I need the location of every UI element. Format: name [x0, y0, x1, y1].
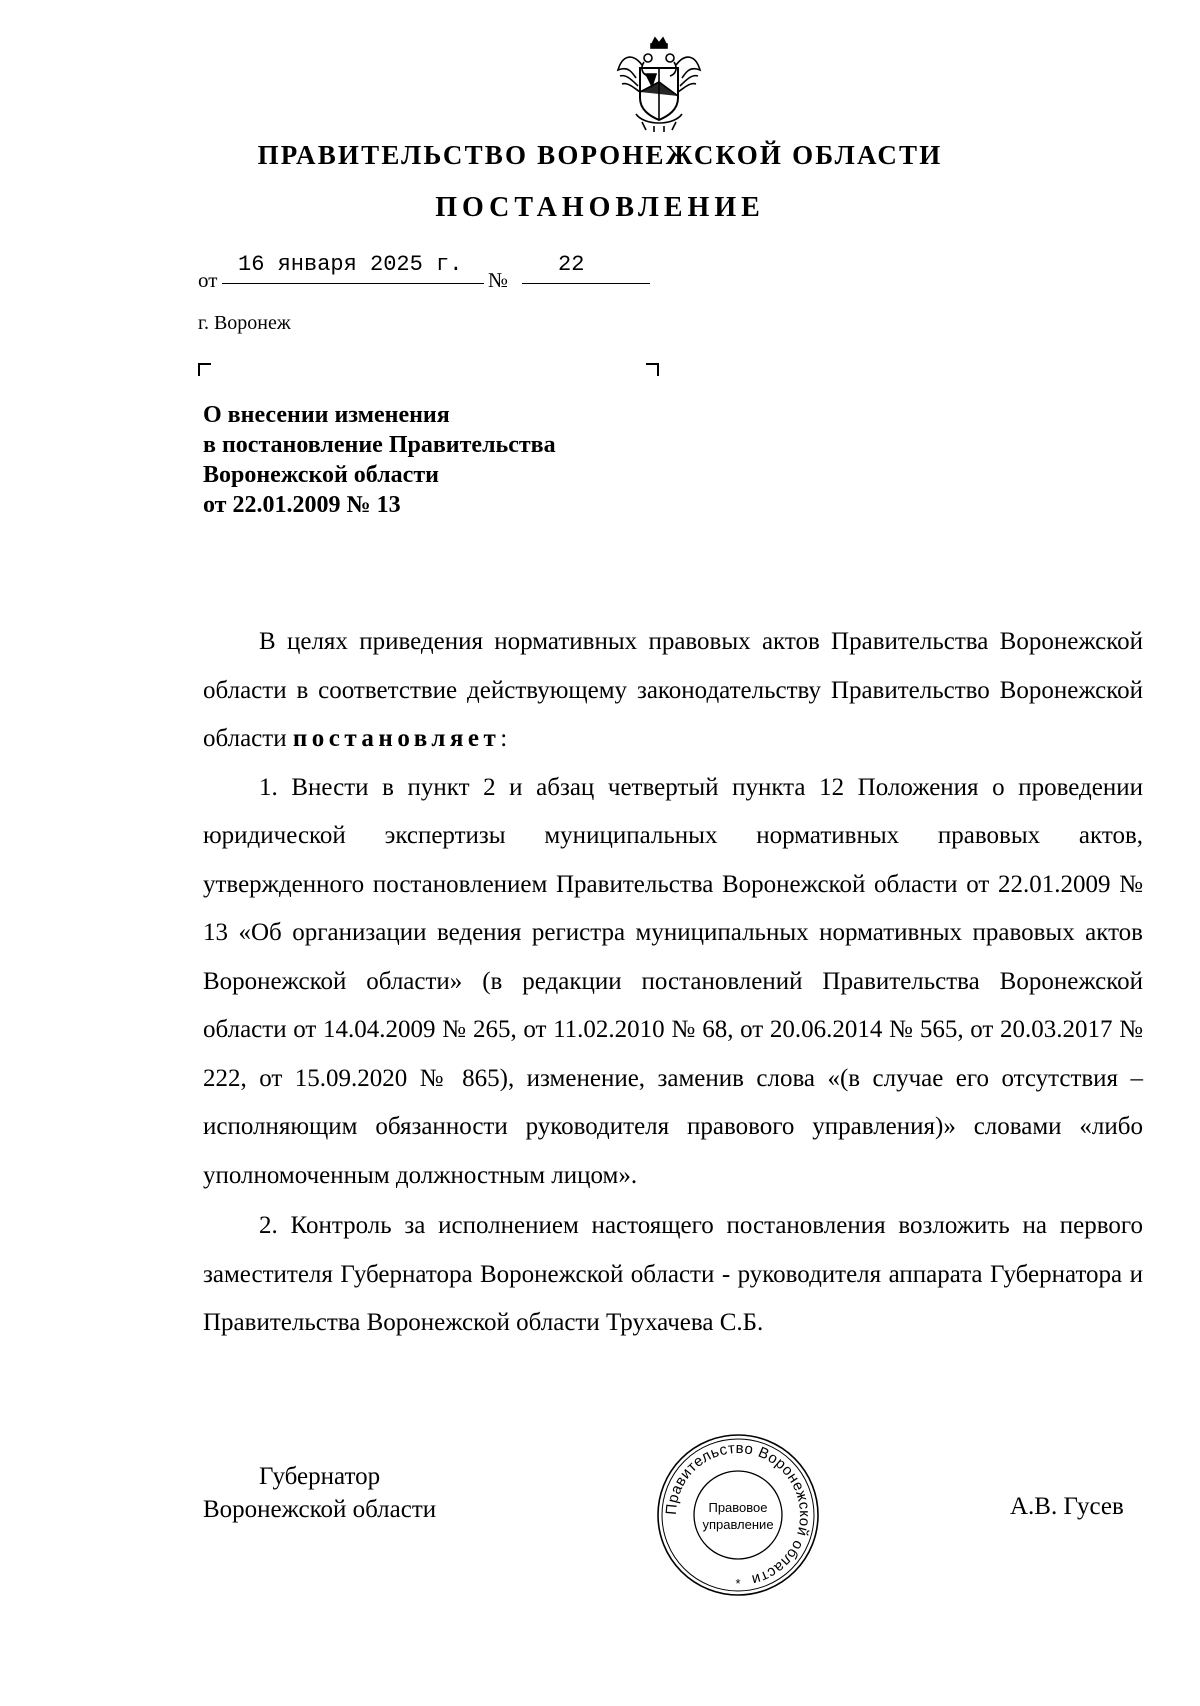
date-underline	[222, 283, 484, 284]
document-type: ПОСТАНОВЛЕНИЕ	[435, 192, 765, 223]
item-1-paragraph: 1. Внести в пункт 2 и абзац четвертый пункта 12 Положения о проведении юридической экспертизы муниципальных нормативных правовых актов, утвержденного постановлением Правительства Воронежской области от 22.01.2009 № 13 «Об организации ведения регистра муниципальных нормативных правовых актов Воронежской области» (в редакции постановлений Правительства Воронежской области от 14.04.2009 № 265, от 11.02.2010 № 68, от 20.06.2014 № 565, от 20.03.2017 № 222, от 15.09.2020 № 865), изменение, заменив слова «(в случае его отсутствия – исполняющим обязанности руководителя правового управления)» словами «либо уполномоченным должностным лицом».	[203, 773, 1143, 1189]
subject-line: Воронежской области	[203, 462, 439, 488]
date-number-row	[198, 252, 658, 292]
subject-corner-right	[646, 363, 659, 376]
preamble-text: В целях приведения нормативных правовых актов Правительства Воронежской области в соответствие действующему законодательству Правительство Воронежской области	[203, 628, 1143, 752]
stamp-outer-ring	[658, 1435, 818, 1595]
resolves-word: постановляет	[292, 725, 501, 752]
signatory-title	[203, 1460, 436, 1526]
organization-title: ПРАВИТЕЛЬСТВО ВОРОНЕЖСКОЙ ОБЛАСТИ	[257, 140, 943, 170]
signatory-title-line2: Воронежской области	[203, 1496, 437, 1523]
document-number: 22	[558, 252, 585, 277]
signatory-title-line1: Губернатор	[259, 1463, 381, 1490]
from-label: от	[198, 268, 218, 292]
stamp-outer-ring-inner	[662, 1439, 814, 1591]
city: г. Воронеж	[198, 312, 291, 334]
subject-corner-left	[198, 363, 211, 376]
preamble-paragraph	[203, 618, 1143, 764]
stamp-ring-text: Правительство Воронежской области	[662, 1439, 814, 1589]
document-body	[203, 618, 1143, 1348]
subject-line: в постановление Правительства	[203, 432, 556, 458]
stamp-center-line2: управление	[702, 1517, 774, 1532]
stamp-center-line1: Правовое	[708, 1500, 768, 1515]
stamp-star: *	[735, 1576, 741, 1591]
stamp-inner-ring	[694, 1471, 782, 1559]
coat-of-arms-icon	[614, 30, 704, 135]
document-date: 16 января 2025 г.	[238, 252, 463, 277]
subject-line: от 22.01.2009 № 13	[203, 492, 401, 518]
item-2-paragraph: 2. Контроль за исполнением настоящего постановления возложить на первого заместителя Губернатора Воронежской области - руководителя аппарата Губернатора и Правительства Воронежской области Трухачева С.Б.	[203, 1212, 1143, 1336]
signatory-name: А.В. Гусев	[1010, 1493, 1124, 1520]
official-stamp	[653, 1430, 823, 1600]
subject-line: О внесении изменения	[203, 402, 450, 428]
resolves-colon: :	[500, 725, 508, 752]
document-subject	[203, 400, 556, 520]
number-underline	[522, 283, 650, 284]
number-label: №	[488, 268, 509, 292]
